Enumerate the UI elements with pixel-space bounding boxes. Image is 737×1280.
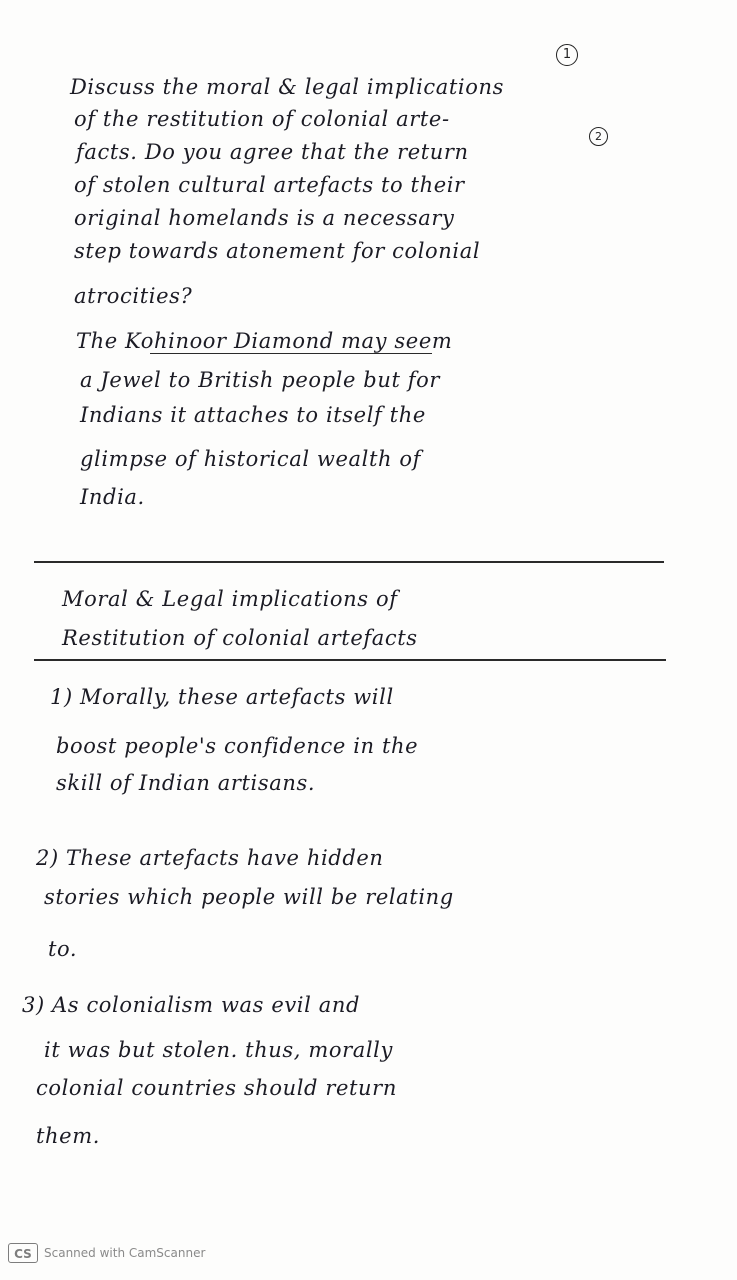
watermark-text: Scanned with CamScanner (44, 1246, 206, 1260)
point-line: stories which people will be relating (44, 885, 454, 909)
divider-top (34, 561, 664, 563)
question-line: original homelands is a necessary (74, 206, 455, 230)
heading-line: Moral & Legal implications of (62, 587, 398, 611)
heading-line: Restitution of colonial artefacts (62, 626, 418, 650)
divider-bottom (34, 659, 666, 661)
point-line: 3) As colonialism was evil and (22, 993, 361, 1017)
question-line: step towards atonement for colonial (74, 239, 481, 263)
point-line: 1) Morally, these artefacts will (50, 685, 394, 709)
intro-line: The Kohinoor Diamond may seem (76, 329, 453, 353)
page-number-badge: 1 (556, 44, 578, 66)
question-line: of stolen cultural artefacts to their (74, 173, 465, 197)
camscanner-watermark (8, 1243, 205, 1263)
question-line: Discuss the moral & legal implications (70, 75, 504, 99)
intro-line: a Jewel to British people but for (80, 368, 441, 392)
point-line: it was but stolen. thus, morally (44, 1038, 393, 1062)
point-line: skill of Indian artisans. (56, 771, 316, 795)
point-line: to. (48, 937, 78, 961)
underline (150, 353, 432, 354)
camscanner-logo-icon: CS (8, 1243, 38, 1263)
intro-line: Indians it attaches to itself the (80, 403, 426, 427)
question-line: atrocities? (74, 284, 193, 308)
point-line: 2) These artefacts have hidden (36, 846, 384, 870)
intro-line: glimpse of historical wealth of (80, 447, 422, 471)
point-line: boost people's confidence in the (56, 734, 419, 758)
question-line: facts. Do you agree that the return (76, 140, 469, 164)
question-line: of the restitution of colonial arte- (74, 107, 450, 131)
intro-line: India. (80, 485, 145, 509)
question-number-badge: 2 (589, 127, 608, 146)
point-line: colonial countries should return (36, 1076, 397, 1100)
point-line: them. (36, 1124, 100, 1148)
